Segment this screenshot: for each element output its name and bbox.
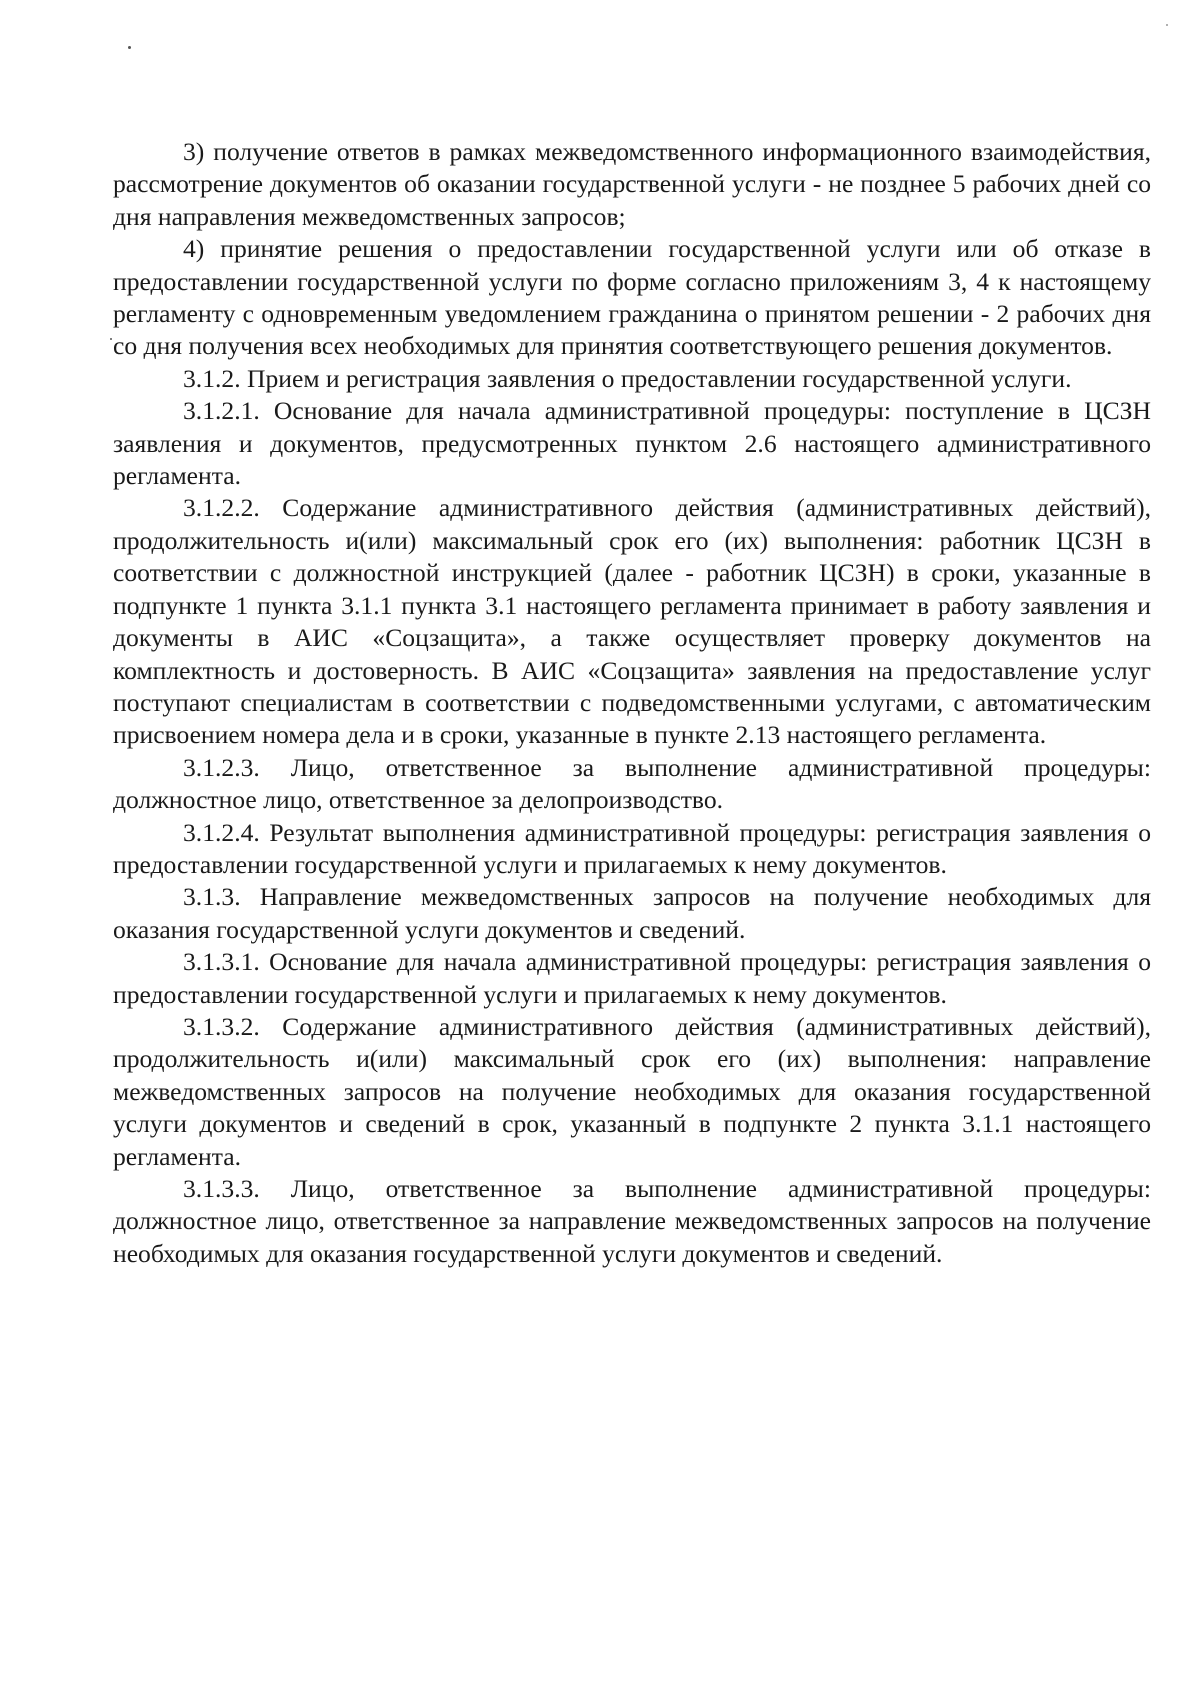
paragraph-3-1-3-1: 3.1.3.1. Основание для начала административной процедуры: регистрация заявления о предоставлении государственной услуги и прилагаемых к нему документов. — [113, 947, 1151, 1009]
scan-speck — [1166, 24, 1168, 26]
paragraph-3: 3) получение ответов в рамках межведомственного информационного взаимодействия, рассмотрение документов об оказании государственной услуги - не позднее 5 рабочих дней со дня направления межведомственных запросов; — [113, 137, 1151, 231]
paragraph-4: 4) принятие решения о предоставлении государственной услуги или об отказе в предоставлении государственной услуги по форме согласно приложениям 3, 4 к настоящему регламенту с одновременным уведомлением гражданина о принятом решении - 2 рабочих дня со дня получения всех необходимых для принятия соответствующего решения документов. — [113, 234, 1151, 361]
paragraph-3-1-2-1: 3.1.2.1. Основание для начала административной процедуры: поступление в ЦСЗН заявления и документов, предусмотренных пунктом 2.6 настоящего административного регламента. — [113, 396, 1151, 491]
paragraph-3-1-3-3: 3.1.3.3. Лицо, ответственное за выполнение административной процедуры: должностное лицо, ответственное за направление межведомственных запросов на получение необходимых для оказания государственной услуги документов и сведений. — [113, 1174, 1151, 1268]
paragraph-3-1-2-2: 3.1.2.2. Содержание административного действия (административных действий), продолжительность и(или) максимальный срок его (их) выполнения: работник ЦСЗН в соответствии с должностной инструкцией (далее - работник ЦСЗН) в сроки, указанные в подпункте 1 пункта 3.1.1 пункта 3.1 настоящего регламента принимает в работу заявления и документы в АИС «Соцзащита», а также осуществляет проверку документов на комплектность и достоверность. В АИС «Соцзащита» заявления на предоставление услуг поступают специалистам в соответствии с подведомственными услугами, с автоматическим присвоением номера дела и в сроки, указанные в пункте 2.13 настоящего регламента. — [113, 493, 1151, 750]
paragraph-3-1-2: 3.1.2. Прием и регистрация заявления о предоставлении государственной услуги. — [183, 363, 1072, 393]
document-body — [113, 136, 1151, 1270]
scan-speck — [110, 338, 112, 340]
paragraph-3-1-3: 3.1.3. Направление межведомственных запросов на получение необходимых для оказания государственной услуги документов и сведений. — [113, 882, 1151, 944]
paragraph-3-1-2-3: 3.1.2.3. Лицо, ответственное за выполнение административной процедуры: должностное лицо, ответственное за делопроизводство. — [113, 752, 1151, 815]
paragraph-3-1-3-2: 3.1.3.2. Содержание административного действия (административных действий), продолжительность и(или) максимальный срок его (их) выполнения: направление межведомственных запросов на получение необходимых для оказания государственной услуги документов и сведений в срок, указанный в подпункте 2 пункта 3.1.1 настоящего регламента. — [113, 1011, 1151, 1171]
paragraph-3-1-2-4: 3.1.2.4. Результат выполнения административной процедуры: регистрация заявления о предоставлении государственной услуги и прилагаемых к нему документов. — [113, 817, 1151, 879]
scan-speck — [128, 46, 131, 49]
